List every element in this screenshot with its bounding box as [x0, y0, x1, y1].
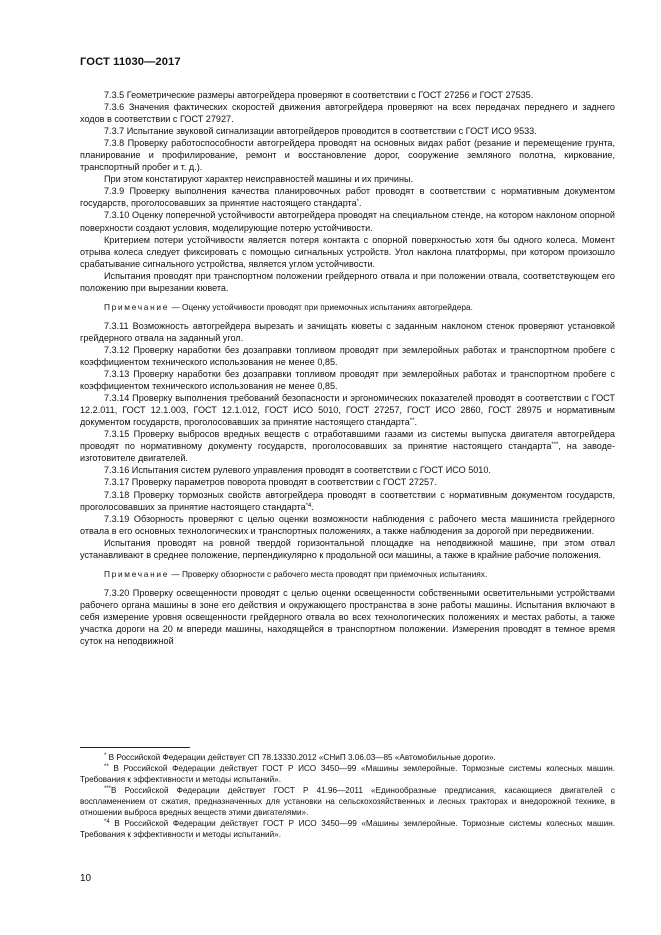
paragraph-text: 7.3.6 Значения фактических скоростей движения автогрейдера проверяют на всех передачах переднего и заднего ходов в соответствии с ГОСТ 27927.	[80, 102, 615, 125]
body-paragraph	[80, 368, 615, 392]
note-label: Примечание	[104, 301, 170, 312]
footnotes	[80, 752, 615, 840]
body-paragraph	[80, 344, 615, 368]
footnote-rule	[80, 747, 190, 748]
body-paragraph	[80, 320, 615, 344]
paragraph-text-tail: .	[359, 198, 362, 209]
body-paragraph	[80, 587, 615, 647]
footnote-mark: *	[104, 753, 107, 759]
paragraph-text-tail: .	[414, 417, 417, 428]
note-paragraph	[80, 568, 615, 580]
body-paragraph	[80, 101, 615, 125]
paragraph-text: Испытания проводят при транспортном положении грейдерного отвала и при положении отвала, соответствующем его положению при вырезании кювета.	[80, 270, 615, 293]
paragraph-text-tail: .	[311, 501, 314, 512]
paragraph-text: Критерием потери устойчивости является потеря контакта с опорной поверхностью хотя бы одного колеса. Момент отрыва колеса следует фиксировать с помощью сигнальных устройств. Угол наклона платформы, при котором произошло срабатывание сигнального устройства, является углом устойчивости.	[80, 234, 615, 269]
body-paragraph	[80, 537, 615, 561]
body-paragraph	[80, 476, 615, 488]
body-paragraph	[80, 270, 615, 294]
paragraph-text: При этом констатируют характер неисправностей машины и их причины.	[104, 174, 414, 185]
body-paragraph	[80, 489, 615, 513]
body-paragraph	[80, 137, 615, 173]
body-paragraph	[80, 392, 615, 428]
footnote-text: В Российской Федерации действует ГОСТ Р ИСО 3450—99 «Машины землеройные. Тормозные системы колесных машин. Требования к эффективности и методы испытаний».	[80, 819, 615, 839]
paragraph-text: 7.3.15 Проверку выбросов вредных веществ с отработавшими газами из системы выпуска двигателя автогрейдера проводят по нормативному документу государств, проголосовавших за принятие настоящего стандарта	[80, 429, 615, 452]
footnote-mark: ***	[104, 786, 112, 792]
paragraph-text: 7.3.16 Испытания систем рулевого управления проводят в соответствии с ГОСТ ИСО 5010.	[104, 465, 491, 476]
note-text: — Проверку обзорности с рабочего места проводят при приемочных испытаниях.	[169, 568, 488, 579]
footnote-marker: *	[356, 199, 360, 206]
paragraph-text: 7.3.10 Оценку поперечной устойчивости автогрейдера проводят на специальном стенде, на котором наклоном опорной поверхности создают условия, моделирующие потерю устойчивости.	[80, 210, 615, 233]
body-paragraph	[80, 464, 615, 476]
footnote	[80, 763, 615, 785]
paragraph-text: 7.3.8 Проверку работоспособности автогрейдера проводят на основных видах работ (резание и перемещение грунта, планирование и профилирование, ремонт и восстановление дорог, сооружение земляного полотна, киркование, транспортный пробег и т. д.).	[80, 138, 615, 173]
footnote-marker: ***	[551, 442, 559, 449]
footnote-marker: **	[409, 418, 415, 425]
footnote	[80, 785, 615, 818]
note-paragraph	[80, 301, 615, 313]
paragraph-text: Испытания проводят на ровной твердой горизонтальной площадке на неподвижной машине, при этом отвал устанавливают в среднее положение, перпендикулярно к продольной оси машины, а также в крайние рабочие положения.	[80, 537, 615, 560]
paragraph-text: 7.3.11 Возможность автогрейдера вырезать и зачищать кюветы с заданным наклоном стенок проверяют установкой грейдерного отвала на заданный угол.	[80, 320, 615, 343]
paragraph-text: 7.3.17 Проверку параметров поворота проводят в соответствии с ГОСТ 27257.	[104, 477, 437, 488]
paragraph-text: 7.3.19 Обзорность проверяют с целью оценки возможности наблюдения с рабочего места машиниста грейдерного отвала в его основных технологических и транспортных положениях, а также наблюдения за дорогой при передвижении.	[80, 513, 615, 536]
paragraph-text: 7.3.5 Геометрические размеры автогрейдера проверяют в соответствии с ГОСТ 27256 и ГОСТ 27535.	[104, 90, 534, 100]
footnote-marker: *4	[305, 502, 312, 509]
paragraph-text: 7.3.7 Испытание звуковой сигнализации автогрейдеров проводится в соответствии с ГОСТ ИСО 9533.	[104, 126, 537, 137]
paragraph-text: 7.3.13 Проверку наработки без дозаправки топливом проводят при землеройных работах и транспортном пробеге с коэффициентом технического использования не менее 0,85.	[80, 369, 615, 392]
body-paragraph	[80, 125, 615, 137]
body-paragraph	[80, 513, 615, 537]
body-paragraph	[80, 173, 615, 185]
footnote-mark: **	[104, 764, 109, 770]
footnote-text: В Российской Федерации действует ГОСТ Р 41.96—2011 «Единообразные предписания, касающиеся двигателей с воспламенением от сжатия, предназначенных для установки на сельскохозяйственных и лесных тракторах и внедорожной технике, в отношении выброса вредных веществ этими двигателями».	[80, 786, 615, 817]
paragraph-text: 7.3.20 Проверку освещенности проводят с целью оценки освещенности собственными осветительными устройствами рабочего органа машины в зоне его действия и окружающего пространства в зоне работы машины. Испытания включают в себя измерение уровня освещенности грейдерного отвала во всех технологических положениях и местах работы, а также участка дороги на 20 м впереди машины, находящейся в транспортном положении. Измерения проводят в темное время суток на неподвижной	[80, 587, 615, 647]
page-header-standard: ГОСТ 11030—2017	[80, 56, 181, 68]
body-paragraph	[80, 428, 615, 464]
footnote	[80, 752, 615, 763]
footnote-text: В Российской Федерации действует СП 78.13330.2012 «СНиП 3.06.03—85 «Автомобильные дороги».	[106, 753, 496, 762]
footnote-mark: *4	[104, 819, 110, 825]
body-paragraph	[80, 185, 615, 209]
body-paragraph	[80, 89, 615, 101]
paragraph-text: 7.3.14 Проверку выполнения требований безопасности и эргономических показателей проводят в соответствии с ГОСТ 12.2.011, ГОСТ 12.1.003, ГОСТ 12.1.012, ГОСТ ИСО 5010, ГОСТ 27257, ГОСТ ИСО 2860, ГОСТ 28975 и нормативным документом государств, проголосовавших за принятие настоящего стандарта	[80, 393, 615, 428]
paragraph-text: 7.3.18 Проверку тормозных свойств автогрейдера проводят в соответствии с нормативным документом государств, проголосовавших за принятие настоящего стандарта	[80, 489, 615, 512]
body-paragraph	[80, 209, 615, 233]
paragraph-text: 7.3.9 Проверку выполнения качества планировочных работ проводят в соответствии с нормативным документом государств, проголосовавших за принятие настоящего стандарта	[80, 186, 615, 209]
body-text	[80, 89, 615, 647]
note-label: Примечание	[104, 568, 170, 579]
body-paragraph	[80, 234, 615, 270]
paragraph-text-tail: , на заводе-изготовителе двигателей.	[80, 441, 615, 464]
note-text: — Оценку устойчивости проводят при приемочных испытаниях автогрейдера.	[169, 301, 473, 312]
page-number: 10	[80, 873, 92, 884]
footnote-text: В Российской Федерации действует ГОСТ Р ИСО 3450—99 «Машины землеройные. Тормозные системы колесных машин. Требования к эффективности и методы испытаний».	[80, 764, 615, 784]
paragraph-text: 7.3.12 Проверку наработки без дозаправки топливом проводят при землеройных работах и транспортном пробеге с коэффициентом технического использования не менее 0,85.	[80, 344, 615, 367]
footnote	[80, 818, 615, 840]
